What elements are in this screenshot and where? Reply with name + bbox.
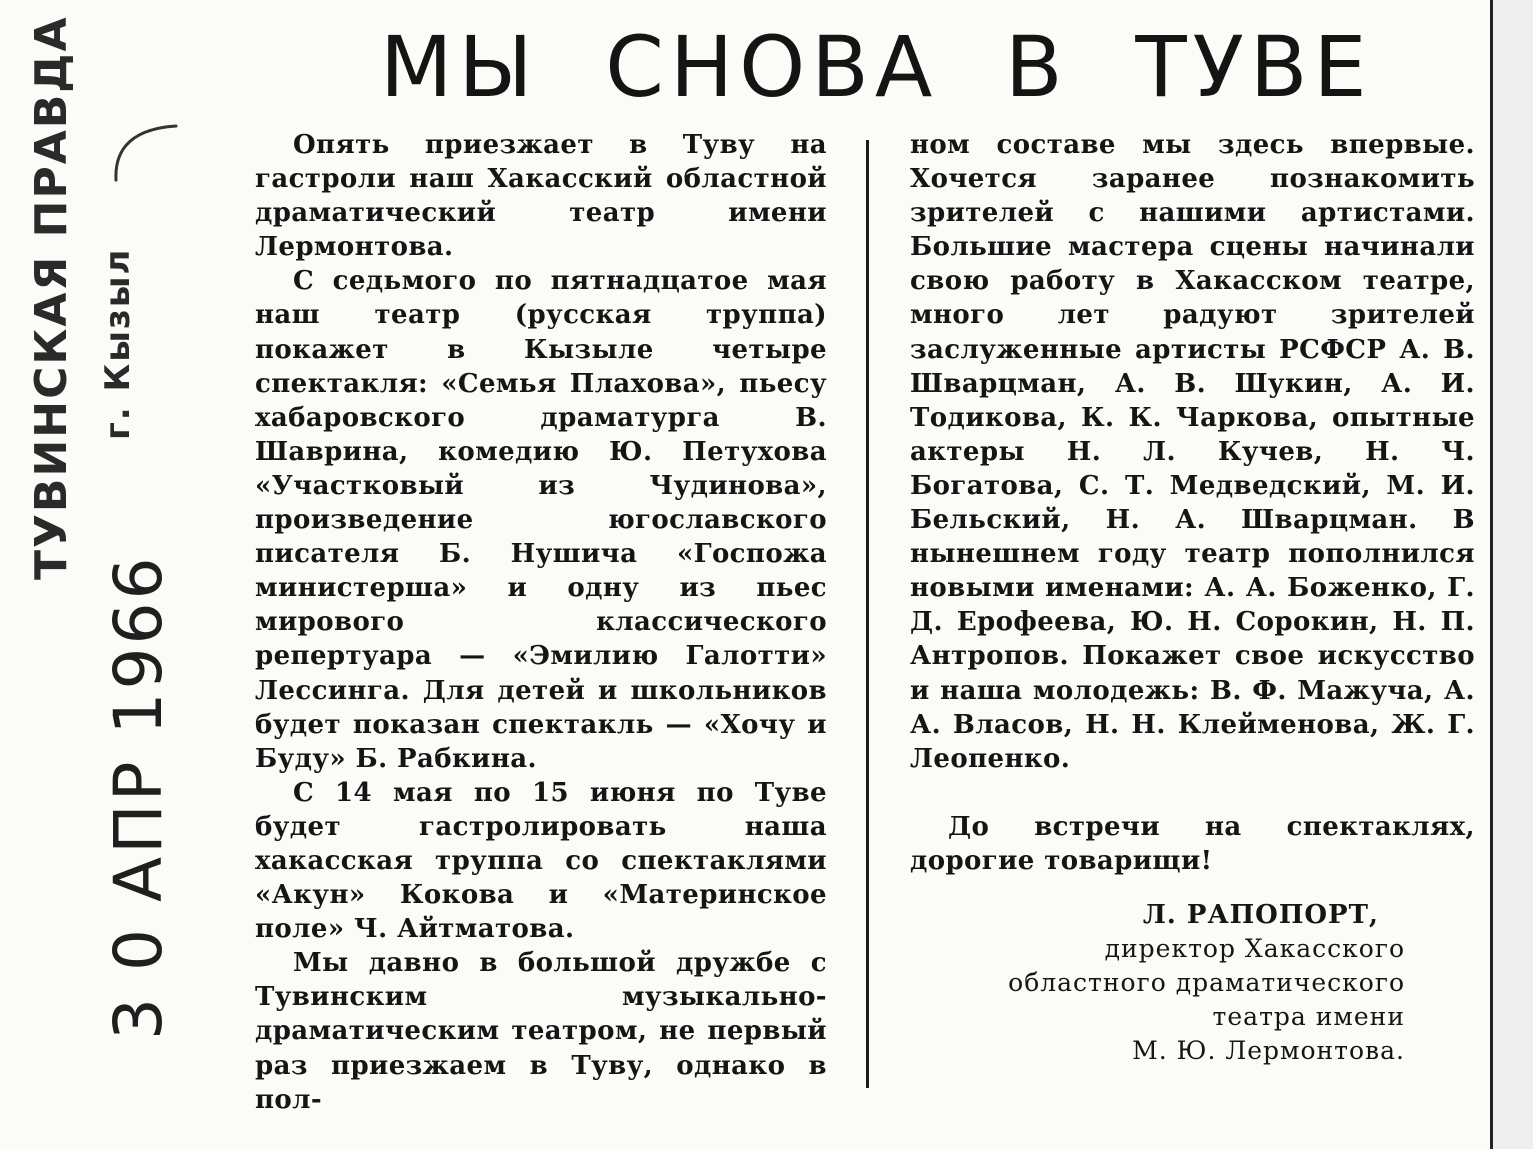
article-paragraph: Опять приезжает в Туву на гастроли наш Хакасский областной драматический театр имени Лермонтова. — [255, 130, 827, 263]
column-divider — [866, 140, 869, 1088]
stamp-newspaper-name: ТУВИНСКАЯ ПРАВДА — [26, 15, 77, 580]
article-paragraph: До встречи на спектаклях, дорогие товарищи! — [910, 811, 1475, 876]
article-paragraph: С 14 мая по 15 июня по Туве будет гастролировать наша хакасская труппа со спектаклями «Акун» Кокова и «Материнское поле» Ч. Айтматова. — [255, 777, 827, 945]
stamp-date: 3 0 АПР 1966 — [100, 554, 177, 1040]
article-left-column — [255, 128, 827, 1117]
author-title-line: театра имени — [1212, 1001, 1405, 1031]
signature-block — [910, 898, 1475, 1068]
author-title-line: М. Ю. Лермонтова. — [1132, 1035, 1405, 1065]
article-paragraph: С седьмого по пятнадцатое мая наш театр (русская труппа) покажет в Кызыле четыре спектакля: «Семья Плахова», пьесу хабаровского драматурга В. Шаврина, комедию Ю. Петухова «Участковый из Чудинова», произведение югославского писателя Б. Нушича «Госпожа министерша» и одну из пьес мирового классического репертуара — «Эмилию Галотти» Лессинга. Для детей и школьников будет показан спектакль — «Хочу и Буду» Б. Рабкина. — [255, 266, 827, 774]
article-paragraph: Мы давно в большой дружбе с Тувинским музыкально-драматическим театром, не первый раз приезжаем в Туву, однако в пол- — [255, 948, 827, 1115]
author-title-line: директор Хакасского — [1104, 933, 1405, 963]
author-title-line: областного драматического — [1008, 967, 1405, 997]
stamp-city: г. Кызыл — [98, 247, 138, 440]
pencil-bracket-mark — [104, 120, 184, 190]
archive-stamp — [18, 15, 177, 1050]
author-name: Л. РАПОПОРТ, — [1142, 899, 1379, 930]
paper-edge — [1490, 0, 1533, 1149]
headline: МЫ СНОВА В ТУВЕ — [380, 18, 1373, 116]
article-right-column — [910, 128, 1475, 1068]
article-paragraph: ном составе мы здесь впервые. Хочется заранее познакомить зрителей с нашими артистами. Большие мастера сцены начинали свою работу в Хакасском театре, много лет радуют зрителей заслуженные артисты РСФСР А. В. Шварцман, А. В. Шукин, А. И. Тодикова, К. К. Чаркова, опытные актеры Н. Л. Кучев, Н. Ч. Богатова, С. Т. Медведский, М. И. Бельский, Н. А. Шварцман. В нынешнем году театр пополнился новыми именами: А. А. Боженко, Г. Д. Ерофеева, Ю. Н. Сорокин, Н. П. Антропов. Покажет свое искусство и наша молодежь: В. Ф. Мажуча, А. А. Власов, Н. Н. Клейменова, Ж. Г. Леопенко. — [910, 130, 1475, 774]
